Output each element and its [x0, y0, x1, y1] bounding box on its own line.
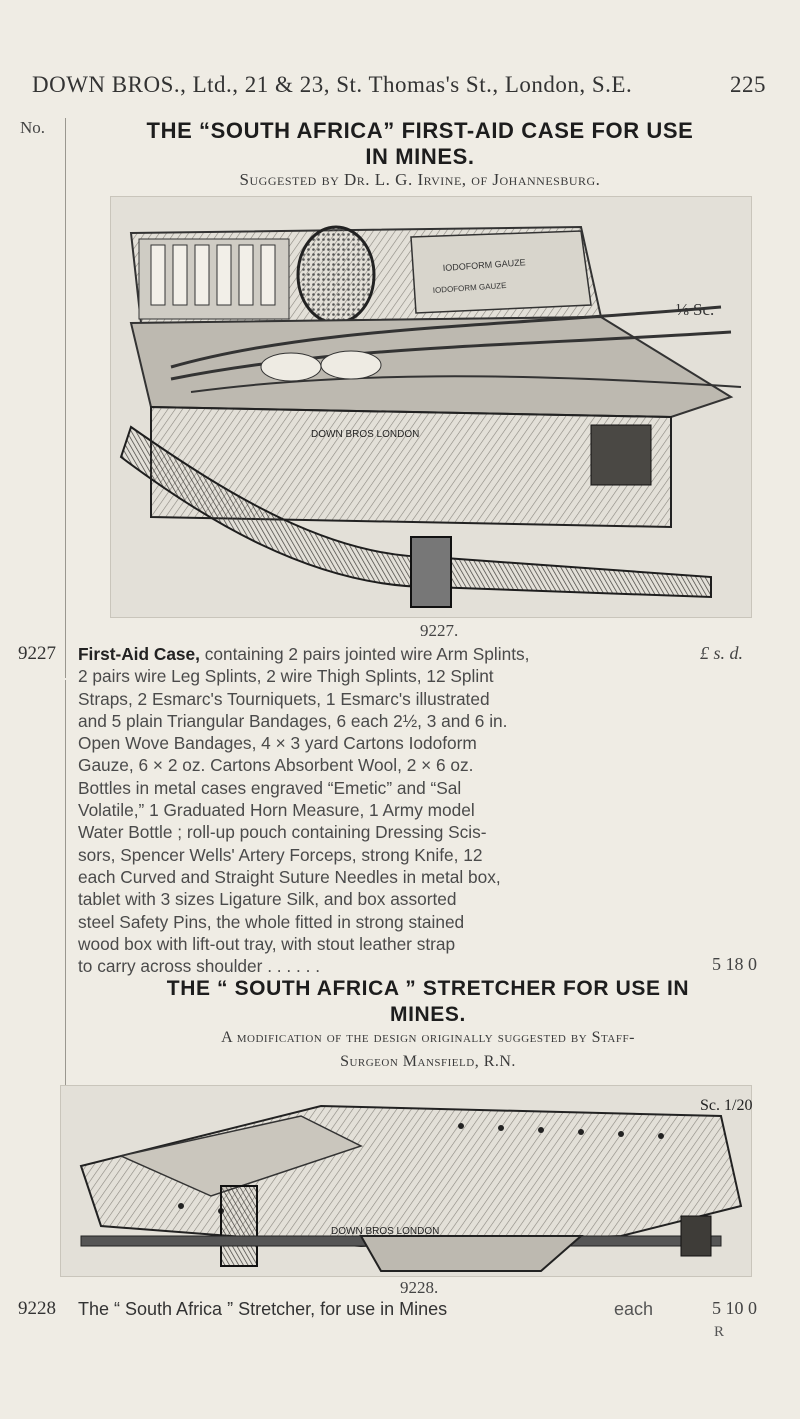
signature-mark: R [714, 1324, 725, 1340]
description-line-5: Open Wove Bandages, 4 × 3 yard Cartons Iodoform [78, 733, 477, 754]
description-line-4: and 5 plain Triangular Bandages, 6 each 2½, 3 and 6 in. [78, 710, 508, 731]
first-aid-item-number: 9227 [18, 643, 56, 664]
box-latch [591, 425, 651, 485]
stretcher-pole-handle [221, 1186, 257, 1266]
svg-text:IODOFORM GAUZE: IODOFORM GAUZE [432, 280, 507, 295]
stretcher-subtitle-line2: Surgeon Mansfield, R.N. [340, 1053, 516, 1070]
stretcher-title-line1: THE “ SOUTH AFRICA ” STRETCHER FOR USE IN [166, 977, 690, 1000]
stretcher-title-line2: MINES. [390, 1003, 466, 1026]
stretcher-scale-label: Sc. 1/20 [700, 1097, 753, 1114]
description-line-15: to carry across shoulder . . . . . . [78, 956, 321, 977]
stretcher-brand-stamp: DOWN BROS LONDON [331, 1226, 440, 1237]
stretcher-item-number: 9228 [18, 1298, 56, 1319]
description-line-1: First-Aid Case, containing 2 pairs jointed wire Arm Splints, [78, 644, 530, 664]
first-aid-price: 5 18 0 [712, 954, 757, 974]
column-rule-mid [65, 680, 66, 1120]
column-rule-top [65, 118, 66, 678]
end-buckle [681, 1216, 711, 1256]
strap-buckle [411, 537, 451, 607]
first-aid-case-illustration [110, 196, 752, 618]
foot-piece [361, 1236, 581, 1271]
description-line-3: Straps, 2 Esmarc's Tourniquets, 1 Esmarc's illustrated [78, 688, 490, 709]
first-aid-subtitle: Suggested by Dr. L. G. Irvine, of Johannesburg. [239, 170, 601, 189]
stretcher-illustration [60, 1085, 752, 1277]
gauze-cartons [411, 231, 591, 313]
publisher-line: DOWN BROS., Ltd., 21 & 23, St. Thomas's St., London, S.E. [32, 72, 633, 97]
stretcher-drawing [61, 1086, 751, 1276]
column-label-no: No. [20, 118, 46, 137]
brand-stamp: DOWN BROS LONDON [311, 429, 420, 440]
currency-header: £ s. d. [700, 643, 744, 663]
item-heading: First-Aid Case, [78, 644, 200, 664]
description-line-12: tablet with 3 sizes Ligature Silk, and box assorted [78, 889, 457, 910]
stretcher-figure-caption: 9228. [400, 1278, 439, 1297]
description-line-7: Bottles in metal cases engraved “Emetic” and “Sal [78, 777, 462, 798]
first-aid-title-line1: THE “SOUTH AFRICA” FIRST-AID CASE FOR USE [146, 118, 694, 143]
stretcher-description: The “ South Africa ” Stretcher, for use in Mines [78, 1299, 448, 1319]
stretcher-each: each [614, 1299, 654, 1319]
description-line-8: Volatile,” 1 Graduated Horn Measure, 1 Army model [78, 800, 475, 821]
description-line-9: Water Bottle ; roll-up pouch containing Dressing Scis- [78, 822, 487, 843]
description-line-13: steel Safety Pins, the whole fitted in strong stained [78, 911, 465, 932]
description-line-10: sors, Spencer Wells' Artery Forceps, strong Knife, 12 [78, 844, 483, 865]
gauze-label: IODOFORM GAUZE [442, 257, 526, 273]
description-line-14: wood box with lift-out tray, with stout leather strap [78, 933, 456, 954]
description-line-11: each Curved and Straight Suture Needles in metal box, [78, 866, 501, 887]
water-bottle [298, 227, 374, 323]
stretcher-subtitle-line1: A modification of the design originally suggested by Staff- [221, 1029, 635, 1046]
first-aid-title-line2: IN MINES. [365, 144, 475, 169]
first-aid-description [78, 643, 698, 977]
bandage-roll [261, 353, 321, 381]
first-aid-case-drawing [111, 197, 751, 617]
first-aid-figure-caption: 9227. [420, 621, 459, 640]
description-line-6: Gauze, 6 × 2 oz. Cartons Absorbent Wool, 2 × 6 oz. [78, 755, 474, 776]
stretcher-price: 5 10 0 [712, 1298, 757, 1318]
first-aid-scale-label: ⅛ Sc. [676, 300, 715, 319]
description-line-2: 2 pairs wire Leg Splints, 2 wire Thigh Splints, 12 Splint [78, 666, 494, 687]
page-number: 225 [730, 72, 766, 97]
